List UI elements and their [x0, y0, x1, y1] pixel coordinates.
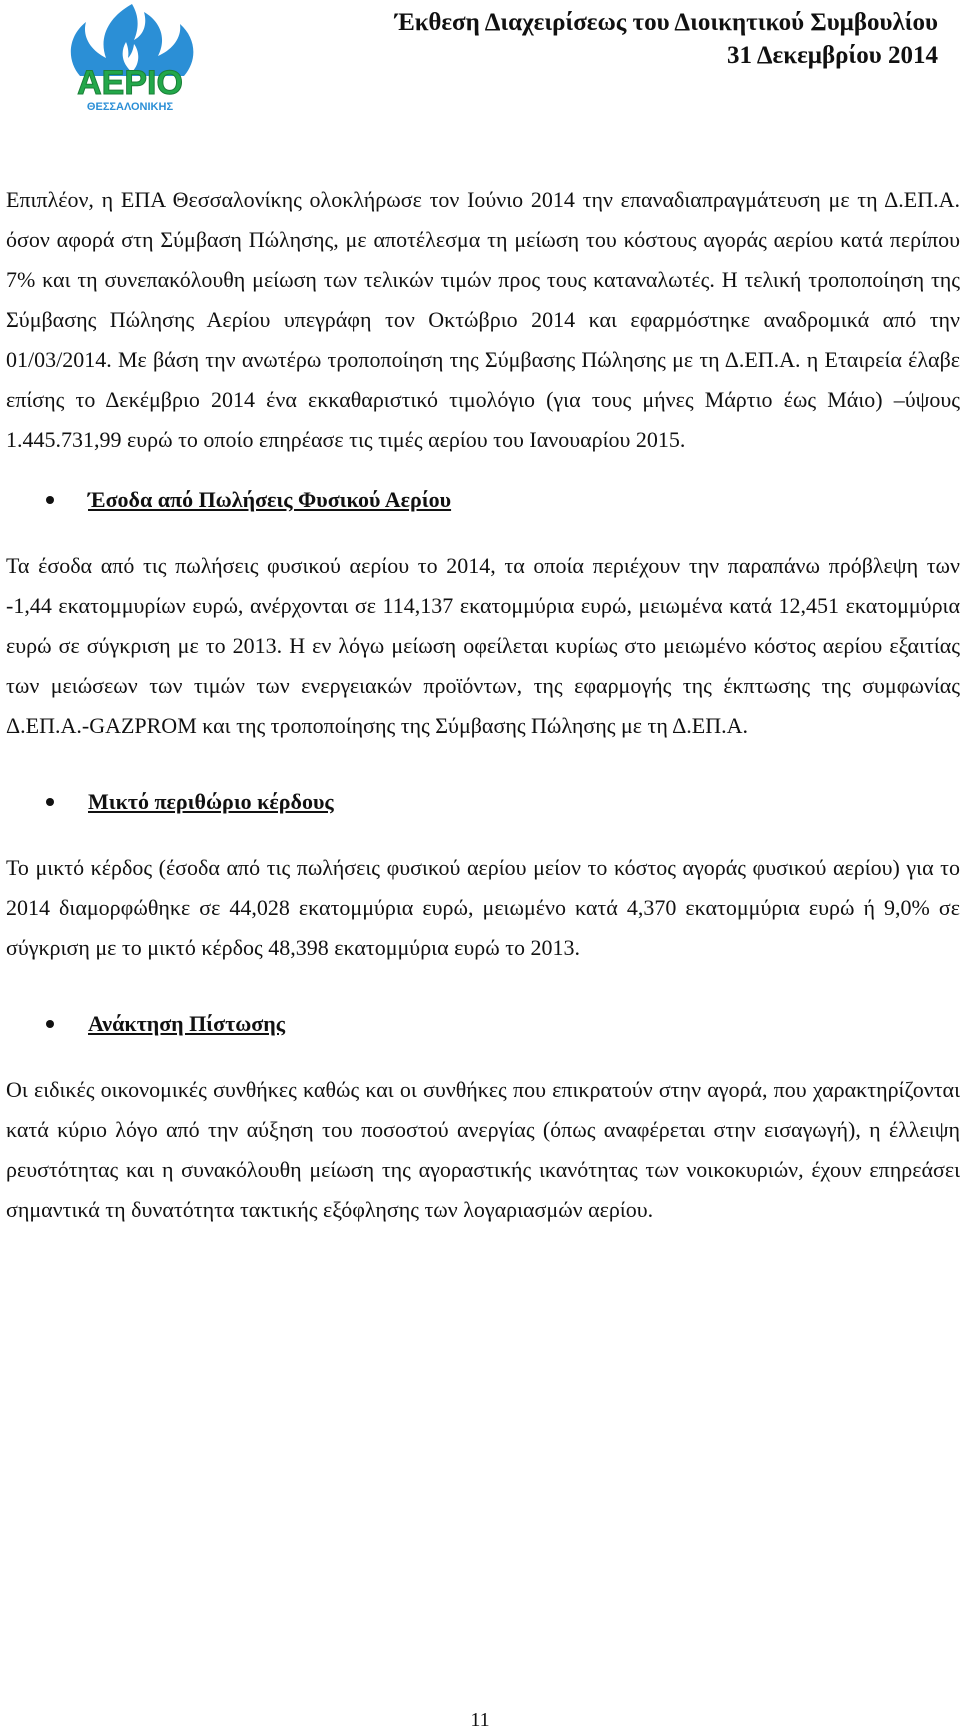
document-body	[6, 180, 960, 1230]
report-header	[395, 6, 938, 72]
revenue-heading	[6, 484, 960, 516]
credit-paragraph: Οι ειδικές οικονομικές συνθήκες καθώς και οι συνθήκες που επικρατούν στην αγορά, που χαρακτηρίζονται κατά κύριο λόγο από την αύξηση του ποσοστού ανεργίας (όπως αναφέρεται στην εισαγωγή), η έλλειψη ρευστότητας και η συνακόλουθη μείωση της αγοραστικής ικανότητας των νοικοκυριών, έχουν επηρεάσει σημαντικά τη δυνατότητα τακτικής εξόφλησης των λογαριασμών αερίου.	[6, 1077, 960, 1222]
revenue-paragraph: Τα έσοδα από τις πωλήσεις φυσικού αερίου το 2014, τα οποία περιέχουν την παραπάνω πρόβλεψη των -1,44 εκατομμυρίων ευρώ, ανέρχονται σε 114,137 εκατομμύρια ευρώ, μειωμένα κατά 12,451 εκατομμύρια ευρώ σε σύγκριση με το 2013. Η εν λόγω μείωση οφείλεται κυρίως στο μειωμένο κόστος αερίου εξαιτίας των μειώσεων των τιμών των ενεργειακών προϊόντων, της εφαρμογής της έκπτωσης της συμφωνίας Δ.ΕΠ.Α.-GAZPROM και της τροποποίησης της Σύμβασης Πώλησης με τη Δ.ΕΠ.Α.	[6, 553, 960, 738]
gross-profit-heading	[6, 786, 960, 818]
revenue-heading-text: Έσοδα από Πωλήσεις Φυσικού Αερίου	[88, 487, 452, 512]
report-date: 31 Δεκεμβρίου 2014	[727, 42, 938, 69]
bullet-icon	[46, 798, 54, 806]
svg-text:ΘΕΣΣΑΛΟΝΙΚΗΣ: ΘΕΣΣΑΛΟΝΙΚΗΣ	[86, 101, 174, 113]
svg-text:ΑΕΡΙΟ: ΑΕΡΙΟ	[77, 64, 183, 102]
credit-heading	[6, 1008, 960, 1040]
gross-profit-paragraph: Το μικτό κέρδος (έσοδα από τις πωλήσεις φυσικού αερίου μείον το κόστος αγοράς φυσικού αερίου) για το 2014 διαμορφώθηκε σε 44,028 εκατομμύρια ευρώ, μειωμένο κατά 4,370 εκατομμύρια ευρώ ή 9,0% σε σύγκριση με το μικτό κέρδος 48,398 εκατομμύρια ευρώ το 2013.	[6, 855, 960, 960]
intro-paragraph: Επιπλέον, η ΕΠΑ Θεσσαλονίκης ολοκλήρωσε τον Ιούνιο 2014 την επαναδιαπραγμάτευση με τη Δ.ΕΠ.Α. όσον αφορά στη Σύμβαση Πώλησης, με αποτέλεσμα τη μείωση του κόστους αγοράς αερίου κατά περίπου 7% και τη συνεπακόλουθη μείωση των τελικών τιμών προς τους καταναλωτές. Η τελική τροποποίηση της Σύμβασης Πώλησης Αερίου υπεγράφη τον Οκτώβριο 2014 και εφαρμόστηκε αναδρομικά από την 01/03/2014. Με βάση την ανωτέρω τροποποίηση της Σύμβασης Πώλησης με τη Δ.ΕΠ.Α. η Εταιρεία έλαβε επίσης το Δεκέμβριο 2014 ένα εκκαθαριστικό τιμολόγιο (για τους μήνες Μάρτιο έως Μάιο) –ύψους 1.445.731,99 ευρώ το οποίο επηρέασε τις τιμές αερίου του Ιανουαρίου 2015.	[6, 187, 960, 452]
company-logo	[40, 2, 220, 114]
page-number: 11	[470, 1709, 490, 1731]
gross-profit-heading-text: Μικτό περιθώριο κέρδους	[88, 789, 334, 814]
report-title: Έκθεση Διαχειρίσεως του Διοικητικού Συμβουλίου	[394, 9, 938, 36]
bullet-icon	[46, 496, 54, 504]
bullet-icon	[46, 1020, 54, 1028]
credit-heading-text: Ανάκτηση Πίστωσης	[88, 1011, 286, 1036]
